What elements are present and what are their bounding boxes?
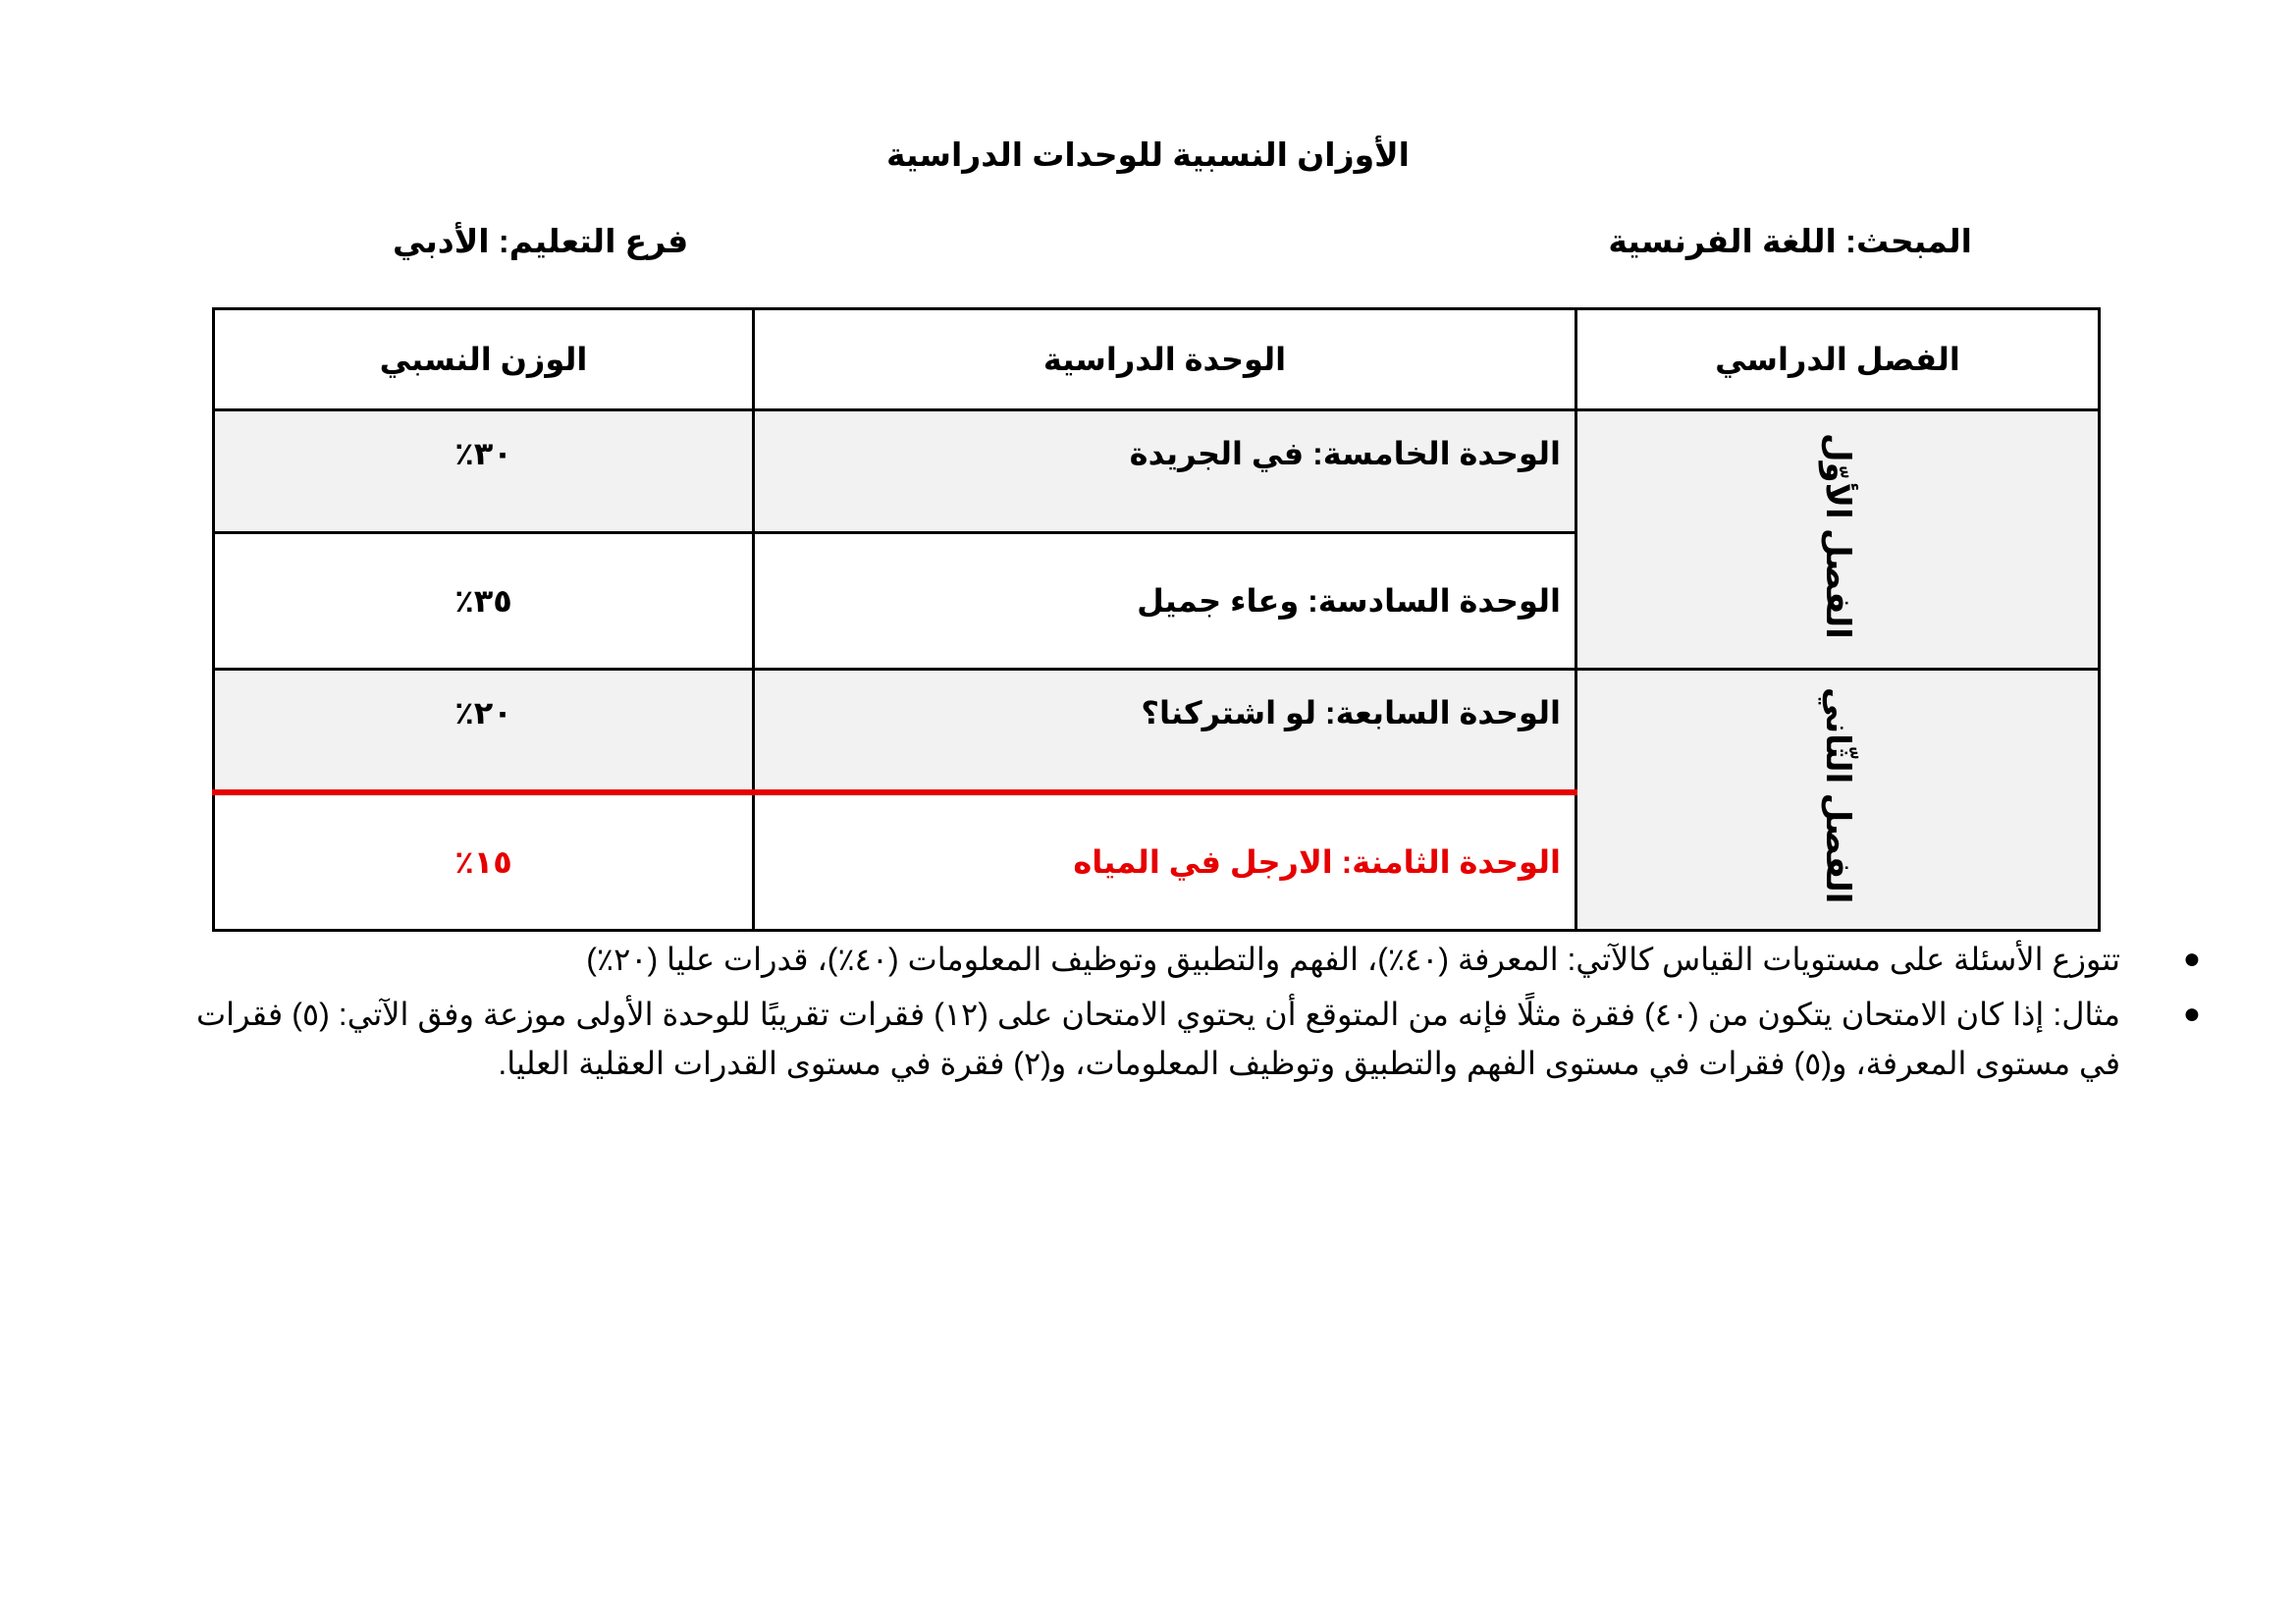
branch-label: فرع التعليم: الأدبي (393, 223, 689, 259)
bullet-icon: ● (2182, 943, 2201, 975)
subject-label: المبحث: اللغة الفرنسية (1608, 223, 1972, 259)
semester-second-label: الفصل الثّاني (1819, 687, 1856, 904)
header-unit: الوحدة الدراسية (754, 309, 1576, 410)
weight-cell: ٣٥٪ (214, 533, 754, 670)
header-semester: الفصل الدراسي (1576, 309, 2100, 410)
semester-first-label: الفصل الأوّل (1819, 432, 1856, 639)
list-item (196, 935, 2201, 984)
table-header-row (214, 309, 2100, 410)
unit-cell: الوحدة السابعة: لو اشتركنا؟ (754, 670, 1576, 793)
unit-cell-highlighted: الوحدة الثامنة: الارجل في المياه (754, 792, 1576, 931)
unit-cell: الوحدة الخامسة: في الجريدة (754, 410, 1576, 533)
semester-cell-second (1576, 670, 2100, 931)
table-row (214, 670, 2100, 793)
bullet-icon: ● (2182, 998, 2201, 1030)
unit-cell: الوحدة السادسة: وعاء جميل (754, 533, 1576, 670)
semester-cell-first (1576, 410, 2100, 670)
list-item (196, 990, 2201, 1088)
note-text: مثال: إذا كان الامتحان يتكون من (٤٠) فقرة مثلًا فإنه من المتوقع أن يحتوي الامتحان على (١٢) فقرات تقريبًا للوحدة الأولى موزعة وفق الآتي: (٥) فقرات في مستوى المعرفة، و(٥) فقرات في مستوى الفهم والتطبيق وتوظيف المعلومات، و(٢) فقرة في مستوى القدرات العقلية العليا. (196, 997, 2121, 1081)
note-text: تتوزع الأسئلة على مستويات القياس كالآتي: المعرفة (٤٠٪)، الفهم والتطبيق وتوظيف المعلومات (٤٠٪)، قدرات عليا (٢٠٪) (586, 942, 2120, 977)
weight-cell: ٣٠٪ (214, 410, 754, 533)
relative-weights-table (212, 307, 2101, 932)
weight-cell-highlighted: ١٥٪ (214, 792, 754, 931)
page-title: الأوزان النسبية للوحدات الدراسية (886, 136, 1410, 173)
table-row (214, 410, 2100, 533)
notes-list (196, 935, 2201, 1088)
header-weight: الوزن النسبي (214, 309, 754, 410)
weight-cell: ٢٠٪ (214, 670, 754, 793)
